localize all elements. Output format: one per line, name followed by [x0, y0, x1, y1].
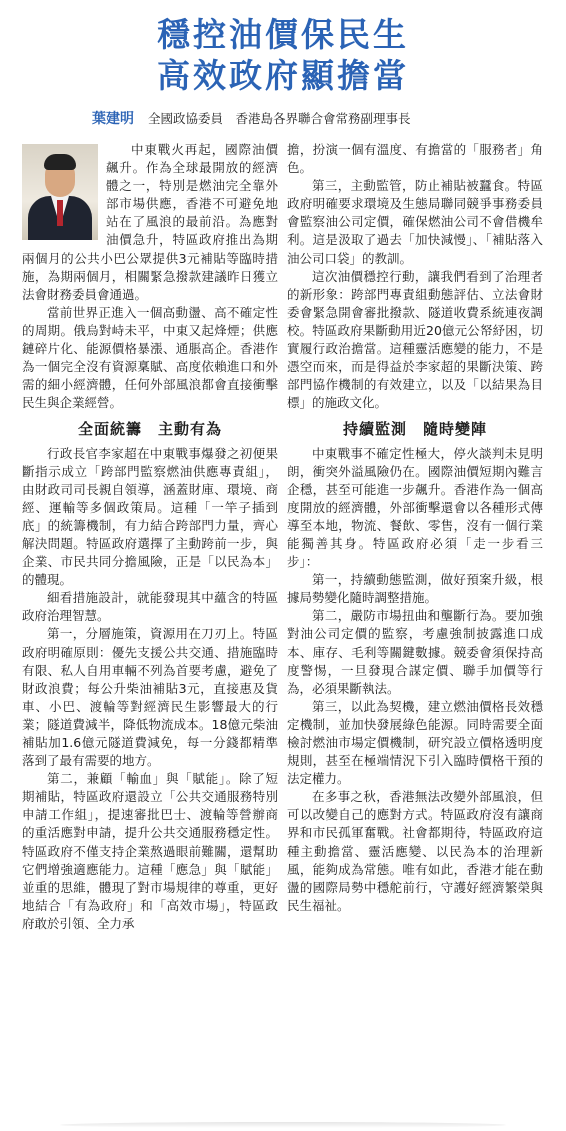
headline-line-1: 穩控油價保民生: [157, 15, 409, 54]
right-column: [287, 141, 543, 915]
right-paragraph-6: 第二，嚴防市場扭曲和壟斷行為。要加強對油公司定價的監察，考慮強制披露進口成本、庫存、毛利等關鍵數據。競委會須保持高度警惕，一旦發現合謀定價、聯手加價等行為，必須果斷執法。: [287, 608, 543, 696]
left-column: [22, 141, 278, 933]
right-paragraph-4: 中東戰事不確定性極大，停火談判未見明朗，衝突外溢風險仍在。國際油價短期內難言企穩，甚至可能進一步飆升。香港作為一個高度開放的經濟體，外部衝擊還會以各種形式傳導至本地，物流、餐飲、零售，沒有一個行業能獨善其身。特區政府必須「走一步看三步」：: [287, 445, 543, 570]
left-paragraph-2: 當前世界正進入一個高動盪、高不確定性的周期。俄烏對峙未平，中東又起烽煙；供應鏈碎片化、能源價格暴漲、通脹高企。香港作為一個完全沒有資源稟賦、高度依賴進口和外需的細小經濟體，任何外部風浪都會直接衝擊民生與企業經營。: [22, 304, 278, 411]
author-name: 葉建明: [92, 111, 134, 127]
right-paragraph-5: 第一，持續動態監測，做好預案升級，根據局勢變化隨時調整措施。: [287, 572, 543, 606]
right-paragraph-1: 擔，扮演一個有溫度、有擔當的「服務者」角色。: [287, 142, 543, 176]
section-heading-1: 全面統籌 主動有為: [77, 420, 222, 439]
left-paragraph-4: 細看措施設計，就能發現其中蘊含的特區政府治理智慧。: [22, 590, 278, 624]
right-paragraph-3: 這次油價穩控行動，讓我們看到了治理者的新形象：跨部門專責組動態評估、立法會財委會緊急開會審批撥款、隧道收費系統連夜調校。特區政府果斷動用近20億元公帑紓困，切實履行政治擔當。這種靈活應變的能力，不是憑空而來，而是得益於李家超的果斷決策、跨部門協作機制的有效建立，以及「以結果為目標」的施政文化。: [287, 268, 543, 411]
page-shadow: [60, 1122, 506, 1128]
left-paragraph-3: 行政長官李家超在中東戰事爆發之初便果斷指示成立「跨部門監察燃油供應專責組」，由財政司司長親自領導，涵蓋財庫、環境、商經、運輸等多個政策局。這種「一竿子插到底」的統籌機制，有力結合跨部門力量，齊心解決問題。特區政府選擇了主動跨前一步，與企業、市民共同分擔風險，正是「以民為本」的體現。: [22, 445, 278, 588]
left-paragraph-1: 中東戰火再起，國際油價飆升。作為全球最開放的經濟體之一，特別是燃油完全靠外部市場供應，香港不可避免地站在了風浪的最前沿。為應對油價急升，特區政府推出為期兩個月的公共小巴公眾提供3元補貼等臨時措施，為期兩個月，相關緊急撥款建議昨日獲立法會財務委員會通過。: [22, 142, 278, 302]
right-paragraph-7: 第三，以此為契機，建立燃油價格長效穩定機制，並加快發展綠色能源。同時需要全面檢討燃油市場定價機制，研究設立價格透明度規則，甚至在極端情況下引入臨時價格干預的法定權力。: [287, 698, 543, 787]
byline: [92, 108, 411, 128]
left-paragraph-6: 第二，兼顧「輸血」與「賦能」。除了短期補貼，特區政府還設立「公共交通服務特別申請工作組」，提速審批巴士、渡輪等營辦商的重活應對申請，提升公共交通服務穩定性。特區政府不僅支持企業熬過眼前難關，還幫助它們增強適應能力。這種「應急」與「賦能」並重的思維，體現了對市場規律的尊重，更好地結合「有為政府」和「高效市場」，特區政府敢於引領、全力承: [22, 771, 278, 931]
left-paragraph-5: 第一，分層施策，資源用在刀刃上。特區政府明確原則：優先支援公共交通、措施臨時有限、私人自用車輛不列為首要考慮，避免了財政浪費；每公升柴油補貼3元，直接惠及貨車、小巴、渡輪等對經濟民生影響最大的行業；隧道費減半，降低物流成本。18億元柴油補貼加1.6億元隧道費減免，每一分錢都精準落到了最有需要的地方。: [22, 626, 278, 769]
headline-line-2: 高效政府顯擔當: [157, 56, 409, 95]
author-portrait-icon: [22, 144, 98, 240]
right-paragraph-2: 第三，主動監管，防止補貼被蠶食。特區政府明確要求環境及生態局聯同競爭事務委員會監察油公司定價，確保燃油公司不會借機牟利。這是汲取了過去「加快減慢」、「補貼落入油公司口袋」的教訓。: [287, 178, 543, 266]
author-roles: 全國政協委員 香港島各界聯合會常務副理事長: [148, 111, 411, 126]
right-paragraph-8: 在多事之秋，香港無法改變外部風浪，但可以改變自己的應對方式。特區政府沒有讓商界和市民孤軍奮戰。社會都期待，特區政府這種主動擔當、靈活應變、以民為本的治理新風，能夠成為常態。唯有如此，香港才能在動盪的國際局勢中穩舵前行，守護好經濟繁榮與民生福祉。: [287, 789, 543, 913]
section-heading-2: 持續監測 隨時變陣: [342, 420, 487, 439]
